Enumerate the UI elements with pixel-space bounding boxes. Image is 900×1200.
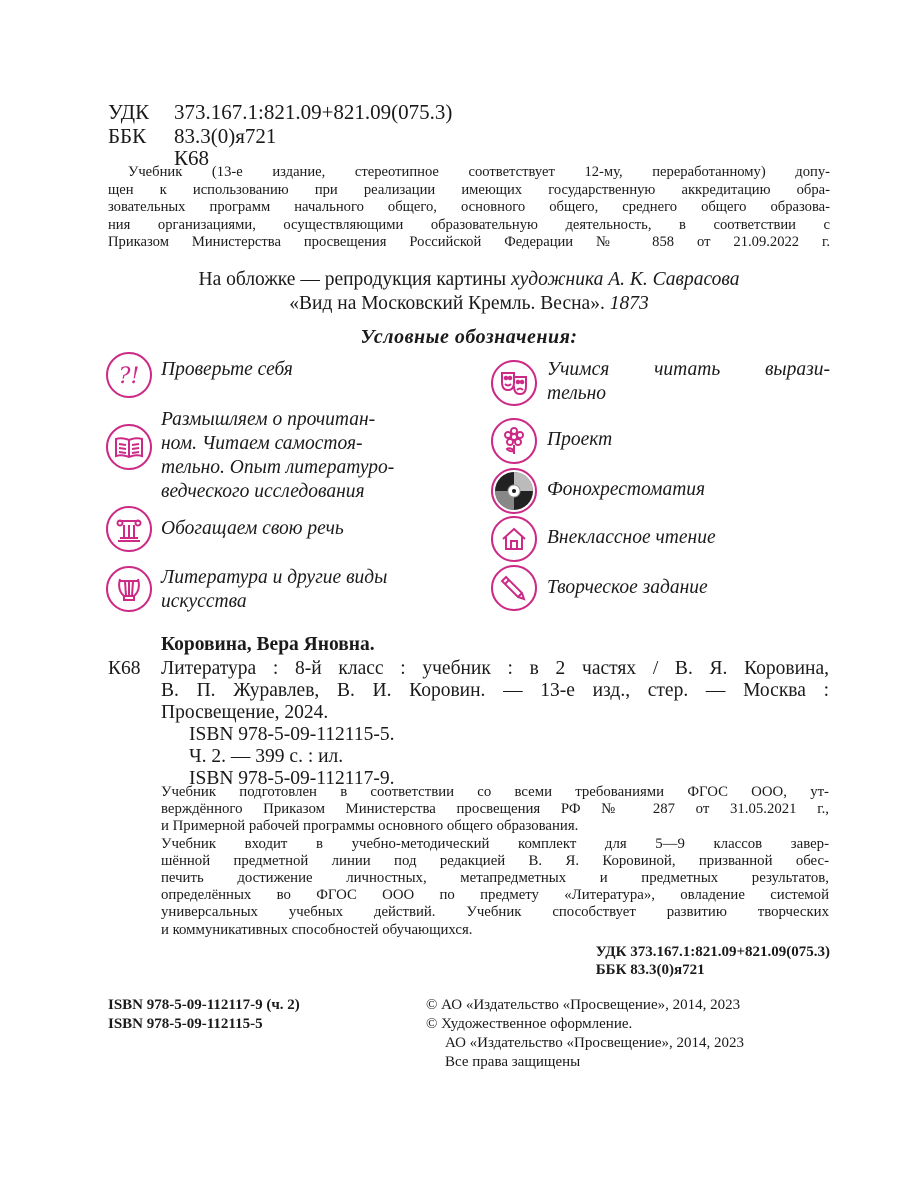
cover-artist: художника А. К. Саврасова	[511, 269, 740, 290]
legend-item-label: Фонохрестоматия	[547, 479, 706, 500]
bibliography-record	[161, 658, 829, 790]
legend-item-label: Размышляем о прочитан-	[161, 409, 376, 430]
annotation-line: Учебник подготовлен в соответствии со всеми требованиями ФГОС ООО, ут-	[161, 784, 829, 800]
bibliography-mark: К68	[108, 658, 141, 679]
bibliography-line: Литература : 8-й класс : учебник : в 2 частях / В. Я. Коровина,	[161, 658, 829, 679]
copyright-line: АО «Издательство «Просвещение», 2014, 2023	[445, 1035, 744, 1051]
legend-item-expressive-reading	[547, 358, 830, 406]
bibliography-line: Ч. 2. — 399 с. : ил.	[189, 746, 344, 767]
lyre-icon	[106, 566, 152, 612]
bibliography-line: В. П. Журавлев, В. И. Коровин. — 13-е изд., стер. — Москва :	[161, 680, 829, 701]
legend-item-label: тельно	[547, 383, 607, 404]
legend-item-audio	[547, 478, 705, 502]
copyright-line: © АО «Издательство «Просвещение», 2014, 2023	[426, 997, 741, 1013]
approval-line: щен к использованию при реализации имеющих государственную аккредитацию обра-	[108, 181, 830, 198]
footer-bbk: ББК 83.3(0)я721	[595, 962, 705, 978]
legend-item-label: ном. Читаем самостоя-	[161, 433, 363, 454]
approval-line: Приказом Министерства просвещения Российской Федерации № 858 от 21.09.2022 г.	[108, 234, 830, 250]
column-icon	[106, 506, 152, 552]
bbk-value: 83.3(0)я721	[174, 124, 277, 148]
annotation-line: и Примерной рабочей программы основного общего образования.	[161, 818, 579, 835]
bibliography-line: ISBN 978-5-09-112117-9.	[189, 768, 395, 789]
approval-paragraph	[108, 164, 830, 252]
theater-masks-icon	[491, 360, 537, 406]
footer-udk: УДК 373.167.1:821.09+821.09(075.3)	[595, 944, 830, 960]
bbk-label: ББК	[108, 124, 147, 148]
bibliography-line: ISBN 978-5-09-112115-5.	[189, 724, 395, 745]
legend-item-label: тельно. Опыт литературо-	[161, 457, 395, 478]
cover-note-text: На обложке — репродукция картины	[198, 269, 512, 290]
cover-note-line-2	[108, 292, 830, 316]
author-heading: Коровина, Вера Яновна.	[161, 634, 375, 655]
annotation-line: печить достижение личностных, метапредметных и предметных результатов,	[161, 870, 829, 887]
legend-title: Условные обозначения:	[360, 326, 578, 348]
legend-item-arts	[161, 566, 387, 614]
annotation-line: универсальных учебных действий. Учебник способствует развитию творческих	[161, 904, 829, 921]
udk-value: 373.167.1:821.09+821.09(075.3)	[174, 100, 453, 124]
painting-title: «Вид на Московский Кремль. Весна».	[289, 293, 610, 314]
author-mark: К68	[174, 146, 210, 170]
annotation-line: Учебник входит в учебно-методический комплект для 5—9 классов завер-	[161, 835, 829, 852]
painting-year: 1873	[609, 293, 649, 314]
legend-item-label: Внеклассное чтение	[547, 527, 716, 548]
isbn-line: ISBN 978-5-09-112117-9 (ч. 2)	[108, 997, 300, 1013]
cover-note-line-1	[108, 268, 830, 292]
udk-label: УДК	[108, 100, 150, 124]
legend-item-creative	[547, 576, 708, 600]
legend-item-check-yourself	[161, 358, 293, 382]
legend-item-label: Творческое задание	[547, 577, 708, 598]
legend-item-label: Обогащаем свою речь	[161, 518, 344, 539]
isbn-line: ISBN 978-5-09-112115-5	[108, 1016, 263, 1032]
flower-icon	[491, 418, 537, 464]
approval-line: Учебник (13-е издание, стереотипное соответствует 12-му, переработанному) допу-	[128, 164, 830, 180]
house-icon	[491, 516, 537, 562]
open-book-icon	[106, 424, 152, 470]
legend-item-reflect	[161, 408, 394, 504]
copyright-line: © Художественное оформление.	[426, 1016, 633, 1032]
legend-item-label: Литература и другие виды	[161, 567, 388, 588]
copyright-line: Все права защищены	[445, 1054, 581, 1070]
legend-item-label: Проект	[547, 429, 613, 450]
legend-item-speech	[161, 517, 344, 541]
question-exclamation-icon	[106, 352, 152, 398]
disc-icon	[491, 468, 537, 514]
pencil-icon	[491, 565, 537, 611]
svg-text:?!: ?!	[118, 364, 140, 389]
legend-item-extracurricular	[547, 526, 716, 550]
annotation-line: верждённого Приказом Министерства просвещения РФ № 287 от 31.05.2021 г.,	[161, 801, 829, 818]
approval-line: ния организациями, осуществляющими образовательную деятельность, в соответствии с	[108, 216, 830, 233]
annotation-line: определённых во ФГОС ООО по предмету «Литература», овладение системой	[161, 887, 829, 904]
legend-item-label: Проверьте себя	[161, 359, 293, 380]
udk-line	[108, 100, 452, 124]
bbk-line	[108, 124, 276, 148]
annotation-line: и коммуникативных способностей обучающихся.	[161, 921, 473, 938]
bibliography-line: Просвещение, 2024.	[161, 702, 329, 723]
approval-line: зовательных программ начального общего, основного общего, среднего общего образова-	[108, 199, 830, 215]
legend-item-label: искусства	[161, 591, 247, 612]
legend-item-label: ведческого исследования	[161, 481, 365, 502]
annotation-line: шённой предметной линии под редакцией В. Я. Коровиной, призванной обес-	[161, 852, 829, 869]
annotation	[161, 784, 829, 939]
footer-classification	[596, 943, 830, 979]
legend-item-label: Учимся читать вырази-	[547, 359, 830, 380]
legend-item-project	[547, 428, 612, 452]
isbn-list	[108, 996, 300, 1034]
copyright-block	[426, 996, 744, 1072]
